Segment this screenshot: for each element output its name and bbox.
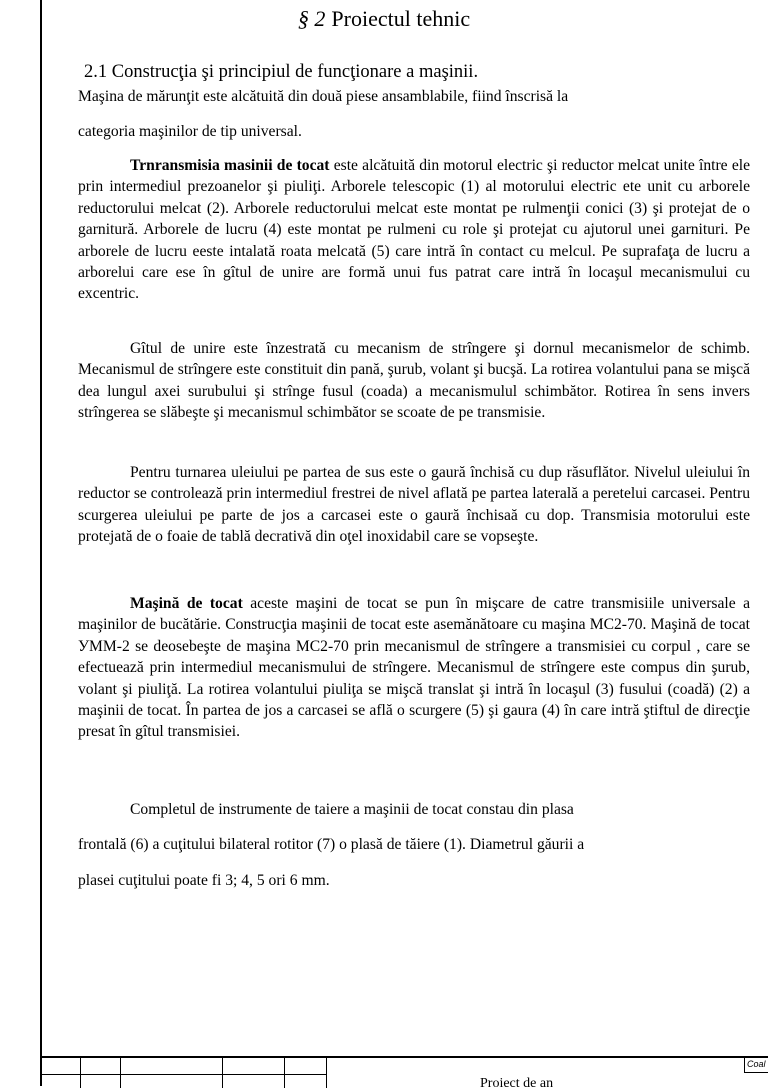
transmission-heading: Trnransmisia masinii de tocat xyxy=(130,157,330,174)
sheet-number-cell xyxy=(744,1058,768,1073)
page-frame-border xyxy=(40,0,42,1086)
page-title xyxy=(0,4,768,34)
subsection-title: 2.1 Construcţia şi principiul de funcţionare a maşinii. xyxy=(84,62,479,82)
drawing-title-block xyxy=(40,1056,768,1091)
paragraph-cutting-line-1: Completul de instrumente de taiere a maşinii de tocat constau din plasa xyxy=(130,801,574,818)
title-block-column-divider xyxy=(284,1058,285,1088)
paragraph-neck-mechanism: Gîtul de unire este înzestrată cu mecanism de strîngere şi dornul mecanismelor de schimb. Mecanismul de strîngere este constituit din pană, şurub, volant şi bucşă. La rotirea volantului pana se mişcă dea lungul axei surubului şi strînge fusul (coada) a mecanismulul schimbător. Rotirea în sens invers strîngerea se slăbeşte şi mecanismul schimbător se scoate de pe transmisie. xyxy=(78,340,750,422)
section-title: Proiectul tehnic xyxy=(331,6,471,31)
transmission-text: este alcătuită din motorul electric şi reductor melcat unite între ele prin intermediul prezoanelor şi piuliţi. Arborele telescopic (1) al motorului electric ete unit cu arborele reductorului melcat (2). Arborele reductorului melcat este montat pe rulmenţii conici (3) şi protejat de o garnitură. Arborele de lucru (4) este montat pe rulmeni cu role şi protejat cu ajutorul unei garnituri. Pe arborele de lucru eeste intalată roata melcată (5) care intră în contact cu melcul. Pe suprafaţa de lucru a arborelui care ese în gîtul de unire are formă unui fus patrat care intră în locaşul mecanismului cu excentric. xyxy=(78,157,750,303)
paragraph-intro-line-1: Maşina de mărunţit este alcătuită din două piese ansamblabile, fiind înscrisă la xyxy=(78,88,569,105)
title-block-column-divider xyxy=(120,1058,121,1088)
document-label: Proiect de an xyxy=(480,1076,554,1091)
mincer-text: aceste maşini de tocat se pun în mişcare de catre transmisiile universale a maşinilor de bucătărie. Construcţia maşinii de tocat este asemănătoare cu maşina MC2-70. Maşină de tocat УММ-2 se deosebeşte de maşina MC2-70 prin mecanismul de strîngere a transmisiei cu corpul , care se efectuează prin intermediul mecanismului de strîngere. Mecanismul de strîngere este compus din şurub, volant şi piuliţă. La rotirea volantului piuliţa se mişcă translat şi intră în locaşul (3) fusului (coadă) (2) a maşinii de tocat. În partea de jos a carcasei se află o scurgere (5) şi gaura (4) în care intră ştiftul de direcţie presat în gîtul transmisiei. xyxy=(78,595,750,741)
paragraph-transmission xyxy=(78,155,750,305)
paragraph-cutting-line-3: plasei cuţitului poate fi 3; 4, 5 ori 6 mm. xyxy=(78,872,330,889)
sheet-label: Coal xyxy=(747,1059,766,1069)
title-block-column-divider xyxy=(80,1058,81,1088)
paragraph-mincer xyxy=(78,593,750,743)
section-mark: § 2 xyxy=(297,6,326,31)
paragraph-intro-line-2: categoria maşinilor de tip universal. xyxy=(78,123,302,140)
mincer-heading: Maşină de tocat xyxy=(130,595,243,612)
title-block-column-divider xyxy=(222,1058,223,1088)
title-block-column-divider xyxy=(326,1058,327,1088)
paragraph-oil: Pentru turnarea uleiului pe partea de sus este o gaură închisă cu dup răsuflător. Nivelul uleiului în reductor se controlează prin intermediul frestrei de nivel aflată pe partea laterală a peretelui carcasei. Pentru scurgerea uleiului pe parte de jos a carcasei este o gaură închisaă cu dop. Transmisia motorului este protejată de o foaie de tablă decrativă din oţel inoxidabil care se vopseşte. xyxy=(78,464,750,546)
paragraph-cutting-line-2: frontală (6) a cuţitului bilateral rotitor (7) o plasă de tăiere (1). Diametrul găurii a xyxy=(78,836,585,853)
